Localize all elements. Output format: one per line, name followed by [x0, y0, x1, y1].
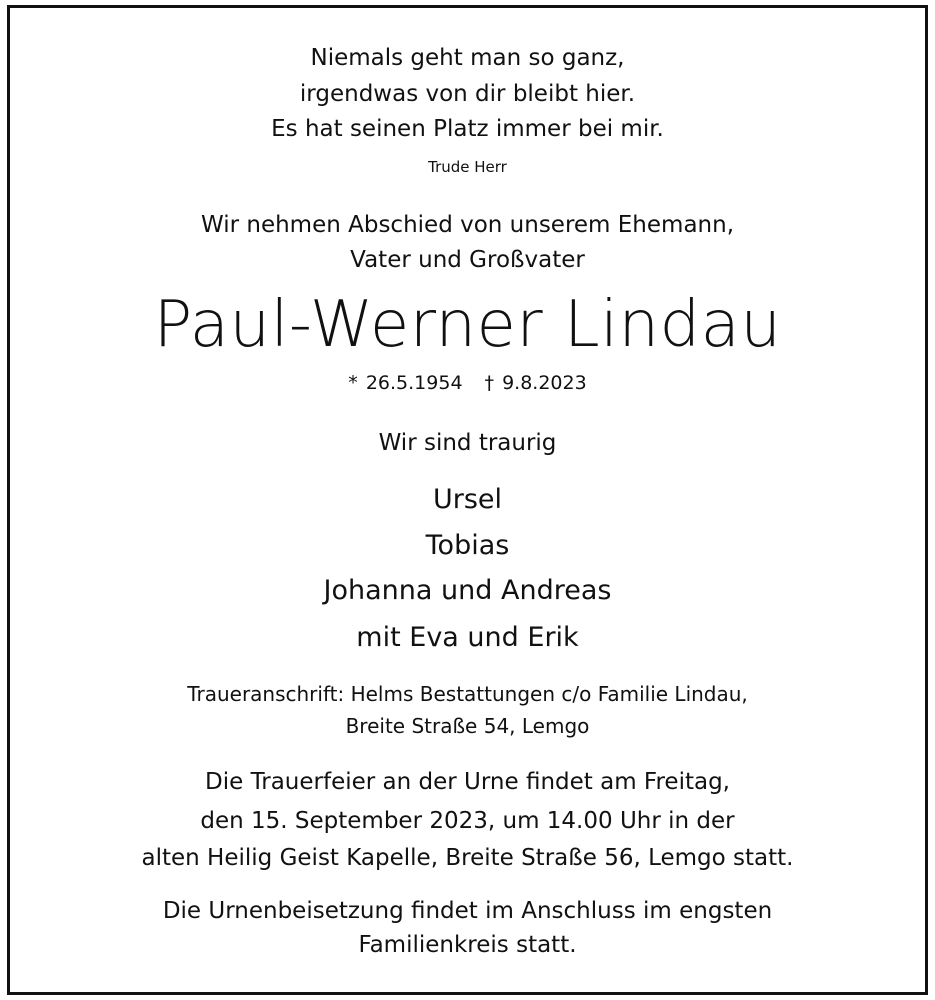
address-line-2: Breite Straße 54, Lemgo — [345, 714, 590, 738]
death-date: † 9.8.2023 — [484, 372, 587, 394]
burial-line-1: Die Urnenbeisetzung findet im Anschluss im engsten — [162, 898, 773, 924]
family-member-1: Ursel — [432, 484, 503, 515]
birth-date: * 26.5.1954 — [348, 372, 463, 394]
life-dates — [0, 374, 935, 393]
address-line-1: Traueranschrift: Helms Bestattungen c/o Familie Lindau, — [187, 682, 748, 706]
poem-line-3: Es hat seinen Platz immer bei mir. — [271, 116, 664, 142]
ceremony-line-1: Die Trauerfeier an der Urne findet am Freitag, — [205, 769, 730, 795]
poem-line-1: Niemals geht man so ganz, — [310, 45, 625, 71]
family-member-4: mit Eva und Erik — [356, 622, 579, 653]
ceremony-line-3: alten Heilig Geist Kapelle, Breite Straße 56, Lemgo statt. — [141, 845, 794, 871]
burial-line-2: Familienkreis statt. — [358, 932, 577, 958]
family-member-3: Johanna und Andreas — [323, 575, 612, 606]
poem-line-2: irgendwas von dir bleibt hier. — [299, 81, 636, 107]
family-member-2: Tobias — [425, 530, 510, 561]
intro-line-1: Wir nehmen Abschied von unserem Ehemann, — [200, 212, 735, 238]
ceremony-line-2: den 15. September 2023, um 14.00 Uhr in der — [200, 808, 735, 834]
mourning-text: Wir sind traurig — [378, 430, 557, 456]
intro-line-2: Vater und Großvater — [350, 247, 585, 273]
poem-author: Trude Herr — [428, 158, 507, 176]
deceased-name: Paul-Werner Lindau — [153, 288, 782, 362]
